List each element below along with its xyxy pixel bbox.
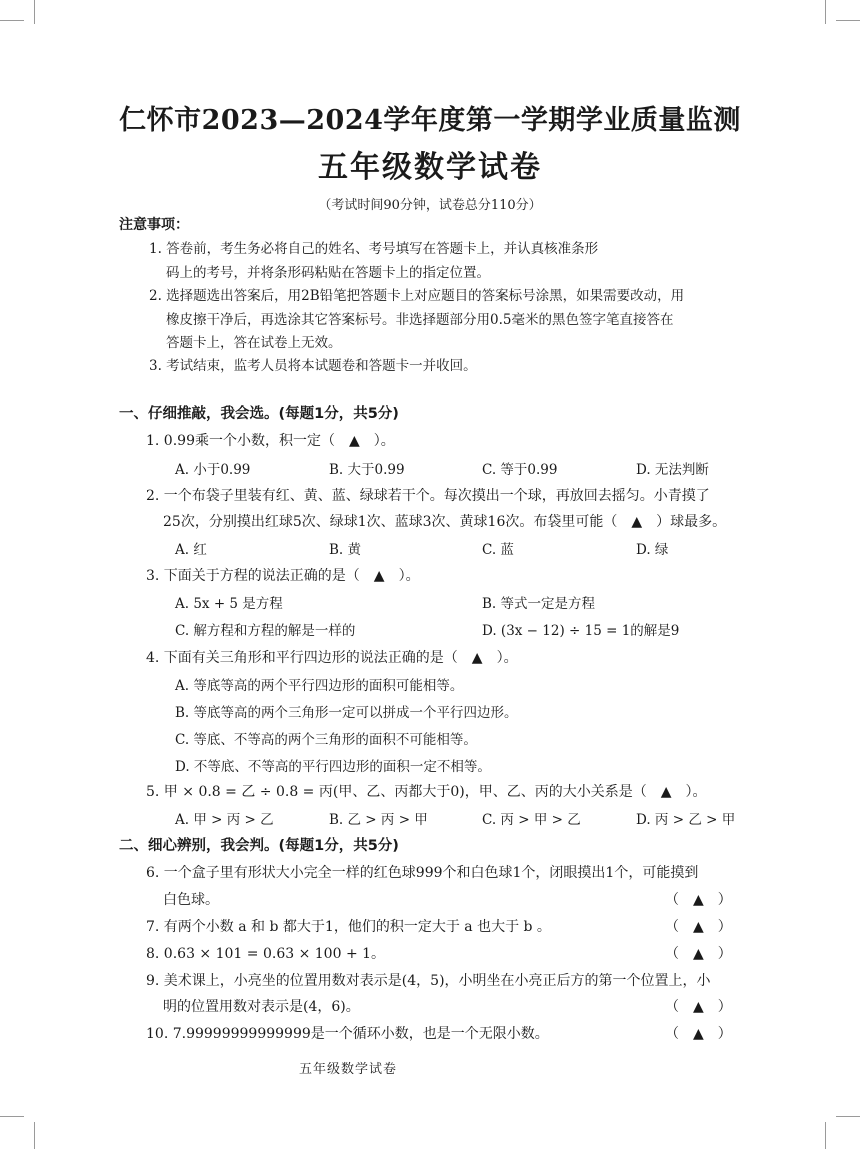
q2-option-d: D. 绿 bbox=[636, 542, 669, 558]
q3-option-b: B. 等式一定是方程 bbox=[482, 596, 596, 612]
q5-option-c: C. 丙 > 甲 > 乙 bbox=[482, 812, 581, 828]
q4-option-b: B. 等底等高的两个三角形一定可以拼成一个平行四边形。 bbox=[175, 705, 518, 721]
q10-answer-paren: （ ▲ ） bbox=[665, 1026, 732, 1042]
question-8: 8. 0.63 × 101 = 0.63 × 100 + 1。 bbox=[146, 946, 386, 962]
q5-option-b: B. 乙 > 丙 > 甲 bbox=[329, 812, 428, 828]
crop-mark-top-right bbox=[825, 0, 826, 24]
crop-mark-bottom-right bbox=[825, 1122, 826, 1149]
q4-option-d: D. 不等底、不等高的平行四边形的面积一定不相等。 bbox=[175, 759, 491, 775]
q9-answer-paren: （ ▲ ） bbox=[665, 999, 732, 1015]
question-10: 10. 7.99999999999999是一个循环小数，也是一个无限小数。 bbox=[146, 1026, 549, 1042]
exam-title: 仁怀市2023—2024学年度第一学期学业质量监测 bbox=[119, 105, 741, 136]
question-9: 9. 美术课上，小亮坐的位置用数对表示是(4，5)，小明坐在小亮正后方的第一个位置上，小 bbox=[146, 973, 711, 989]
question-2: 2. 一个布袋子里装有红、黄、蓝、绿球若干个。每次摸出一个球，再放回去摇匀。小青摸了 bbox=[146, 488, 710, 504]
question-6-cont: 白色球。 bbox=[163, 892, 219, 908]
q8-answer-paren: （ ▲ ） bbox=[665, 946, 732, 962]
q7-answer-paren: （ ▲ ） bbox=[665, 919, 732, 935]
q2-option-b: B. 黄 bbox=[329, 542, 362, 558]
notice-heading: 注意事项： bbox=[119, 217, 189, 233]
q2-option-a: A. 红 bbox=[175, 542, 207, 558]
q3-option-c: C. 解方程和方程的解是一样的 bbox=[175, 623, 356, 639]
notice-line: 答题卡上，答在试卷上无效。 bbox=[166, 335, 342, 351]
q5-option-a: A. 甲 > 丙 > 乙 bbox=[175, 812, 274, 828]
q1-option-a: A. 小于0.99 bbox=[175, 462, 251, 478]
exam-subtitle: 五年级数学试卷 bbox=[318, 150, 542, 185]
question-1: 1. 0.99乘一个小数，积一定（ ▲ ）。 bbox=[146, 433, 395, 449]
crop-mark-top-left bbox=[34, 0, 35, 24]
crop-mark-bottom-right-h bbox=[836, 1116, 860, 1117]
question-7: 7. 有两个小数 a 和 b 都大于1，他们的积一定大于 a 也大于 b 。 bbox=[146, 919, 551, 935]
notice-line: 2. 选择题选出答案后，用2B铅笔把答题卡上对应题目的答案标号涂黑，如果需要改动，用 bbox=[149, 288, 685, 304]
section1-heading: 一、仔细推敲，我会选。(每题1分，共5分) bbox=[119, 406, 399, 422]
crop-mark-bottom-left-h bbox=[0, 1116, 24, 1117]
page-footer: 五年级数学试卷 bbox=[299, 1062, 398, 1077]
notice-line: 码上的考号，并将条形码粘贴在答题卡上的指定位置。 bbox=[166, 265, 490, 281]
q4-option-a: A. 等底等高的两个平行四边形的面积可能相等。 bbox=[175, 678, 464, 694]
question-5: 5. 甲 × 0.8 = 乙 ÷ 0.8 = 丙(甲、乙、丙都大于0)，甲、乙、丙的大小关系是（ ▲ ）。 bbox=[146, 784, 707, 800]
crop-mark-top-right-h bbox=[836, 20, 860, 21]
q3-option-d: D. (3x − 12) ÷ 15 = 1的解是9 bbox=[482, 623, 680, 639]
q6-answer-paren: （ ▲ ） bbox=[665, 892, 732, 908]
q2-option-c: C. 蓝 bbox=[482, 542, 514, 558]
question-2-cont: 25次，分别摸出红球5次、绿球1次、蓝球3次、黄球16次。布袋里可能（ ▲ ）球最多。 bbox=[163, 514, 727, 530]
notice-line: 橡皮擦干净后，再选涂其它答案标号。非选择题部分用0.5毫米的黑色签字笔直接答在 bbox=[166, 312, 674, 328]
q1-option-b: B. 大于0.99 bbox=[329, 462, 405, 478]
crop-mark-top-left-h bbox=[0, 20, 24, 21]
question-4: 4. 下面有关三角形和平行四边形的说法正确的是（ ▲ ）。 bbox=[146, 650, 518, 666]
q4-option-c: C. 等底、不等高的两个三角形的面积不可能相等。 bbox=[175, 732, 477, 748]
q1-option-c: C. 等于0.99 bbox=[482, 462, 558, 478]
question-3: 3. 下面关于方程的说法正确的是（ ▲ ）。 bbox=[146, 568, 420, 584]
q5-option-d: D. 丙 > 乙 > 甲 bbox=[636, 812, 736, 828]
notice-line: 1. 答卷前，考生务必将自己的姓名、考号填写在答题卡上，并认真核准条形 bbox=[149, 241, 599, 257]
q1-option-d: D. 无法判断 bbox=[636, 462, 709, 478]
section2-heading: 二、细心辨别，我会判。(每题1分，共5分) bbox=[119, 838, 399, 854]
q3-option-a: A. 5x + 5 是方程 bbox=[175, 596, 283, 612]
notice-line: 3. 考试结束，监考人员将本试题卷和答题卡一并收回。 bbox=[149, 358, 477, 374]
exam-info: （考试时间90分钟，试卷总分110分） bbox=[318, 198, 542, 213]
question-9-cont: 明的位置用数对表示是(4，6)。 bbox=[163, 999, 360, 1015]
crop-mark-bottom-left bbox=[34, 1122, 35, 1149]
question-6: 6. 一个盒子里有形状大小完全一样的红色球999个和白色球1个，闭眼摸出1个，可能摸到 bbox=[146, 865, 699, 881]
